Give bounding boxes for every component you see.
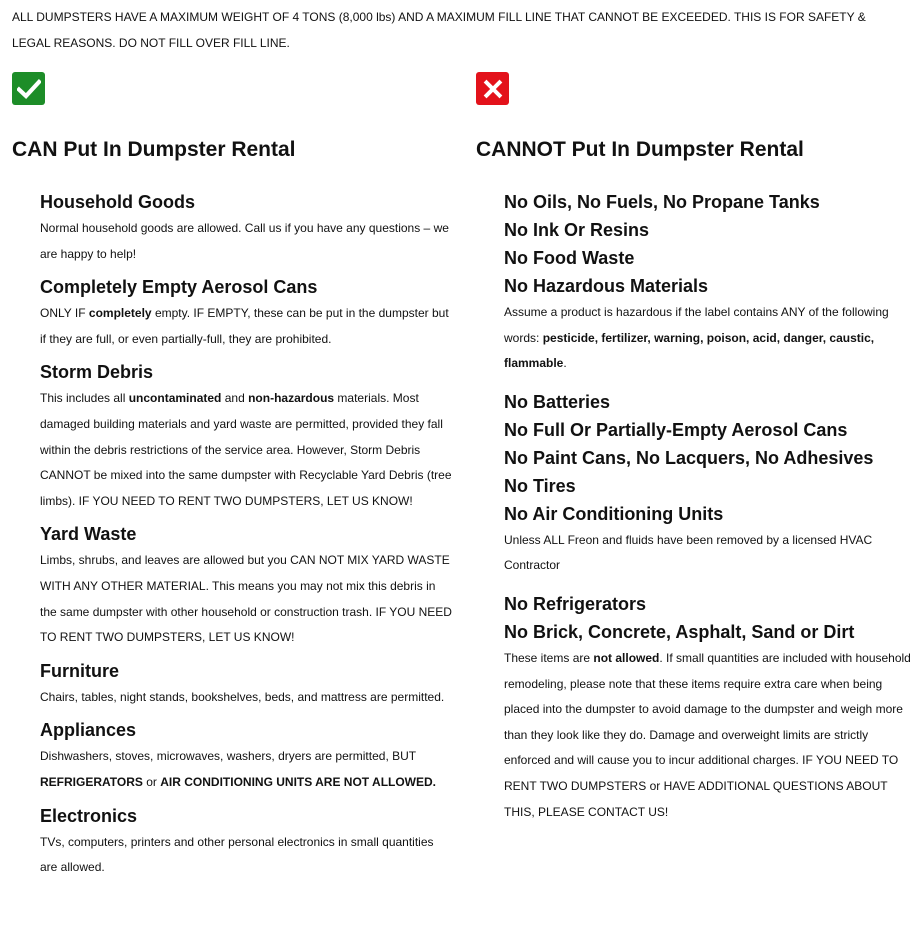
item-heading: Yard Waste <box>40 524 137 545</box>
list-item <box>40 358 452 514</box>
can-list <box>12 188 452 881</box>
prohibited-item: No Brick, Concrete, Asphalt, Sand or Dirt <box>504 621 855 642</box>
list-item <box>40 188 452 267</box>
prohibited-item: No Hazardous Materials <box>504 276 709 296</box>
can-column <box>12 72 452 887</box>
list-item <box>40 802 452 881</box>
list-item <box>40 273 452 352</box>
list-item <box>40 716 452 795</box>
prohibited-item: No Food Waste <box>504 248 635 268</box>
item-description: Limbs, shrubs, and leaves are allowed but you CAN NOT MIX YARD WASTE WITH ANY OTHER MATERIAL. This means you may not mix this debris in the same dumpster with other household or construction trash. IF YOU NEED TO RENT TWO DUMPSTERS, LET US KNOW! <box>40 553 452 645</box>
ac-note: Unless ALL Freon and fluids have been removed by a licensed HVAC Contractor <box>504 532 873 573</box>
prohibited-item: No Ink Or Resins <box>504 220 650 240</box>
final-note: These items are not allowed. If small quantities are included with household remodeling, please note that these items require extra care when being placed into the dumpster to avoid damage to the dumpster and weigh more than they look like they do. Damage and overweight limits are strictly enforced and will cause you to incur additional charges. IF YOU NEED TO RENT TWO DUMPSTERS or HAVE ADDITIONAL QUESTIONS ABOUT THIS, PLEASE CONTACT US! <box>504 650 911 819</box>
cannot-column <box>476 72 912 825</box>
prohibited-item: No Tires <box>504 475 576 496</box>
item-heading: Completely Empty Aerosol Cans <box>40 277 318 298</box>
list-item <box>40 520 452 650</box>
weight-limit-notice: ALL DUMPSTERS HAVE A MAXIMUM WEIGHT OF 4 TONS (8,000 lbs) AND A MAXIMUM FILL LINE THAT CANNOT BE EXCEEDED. THIS IS FOR SAFETY & LEGAL REASONS. DO NOT FILL OVER FILL LINE. <box>12 10 866 50</box>
item-description: Chairs, tables, night stands, bookshelves, beds, and mattress are permitted. <box>40 689 445 704</box>
list-item <box>40 657 452 711</box>
item-description: ONLY IF completely empty. IF EMPTY, these can be put in the dumpster but if they are full, or even partially-full, they are prohibited. <box>40 306 449 346</box>
prohibited-item: No Batteries <box>504 391 611 412</box>
cannot-title: CANNOT Put In Dumpster Rental <box>476 138 804 161</box>
prohibited-item: No Full Or Partially-Empty Aerosol Cans <box>504 419 848 440</box>
prohibited-item: No Refrigerators <box>504 593 647 614</box>
hazard-note: Assume a product is hazardous if the label contains ANY of the following words: pesticide, fertilizer, warning, poison, acid, danger, caustic, flammable. <box>504 305 889 371</box>
prohibited-item: No Oils, No Fuels, No Propane Tanks <box>504 192 820 212</box>
item-description: TVs, computers, printers and other personal electronics in small quantities are allowed. <box>40 834 434 875</box>
item-description: Dishwashers, stoves, microwaves, washers, dryers are permitted, BUT REFRIGERATORS or AIR CONDITIONING UNITS ARE NOT ALLOWED. <box>40 749 437 789</box>
item-heading: Furniture <box>40 660 119 681</box>
prohibited-item: No Paint Cans, No Lacquers, No Adhesives <box>504 447 874 468</box>
cannot-list <box>476 188 912 825</box>
x-icon <box>476 72 509 105</box>
checkmark-icon <box>12 72 45 105</box>
item-description: Normal household goods are allowed. Call us if you have any questions – we are happy to help! <box>40 221 449 261</box>
can-title: CAN Put In Dumpster Rental <box>12 138 296 161</box>
prohibited-item: No Air Conditioning Units <box>504 503 724 524</box>
item-description: This includes all uncontaminated and non-hazardous materials. Most damaged building materials and yard waste are permitted, provided they fall within the debris restrictions of the service area. However, Storm Debris CANNOT be mixed into the same dumpster with Recyclable Yard Debris (tree limbs). IF YOU NEED TO RENT TWO DUMPSTERS, LET US KNOW! <box>40 391 452 508</box>
item-heading: Household Goods <box>40 192 195 212</box>
item-heading: Storm Debris <box>40 362 154 383</box>
item-heading: Electronics <box>40 805 138 826</box>
item-heading: Appliances <box>40 720 137 741</box>
